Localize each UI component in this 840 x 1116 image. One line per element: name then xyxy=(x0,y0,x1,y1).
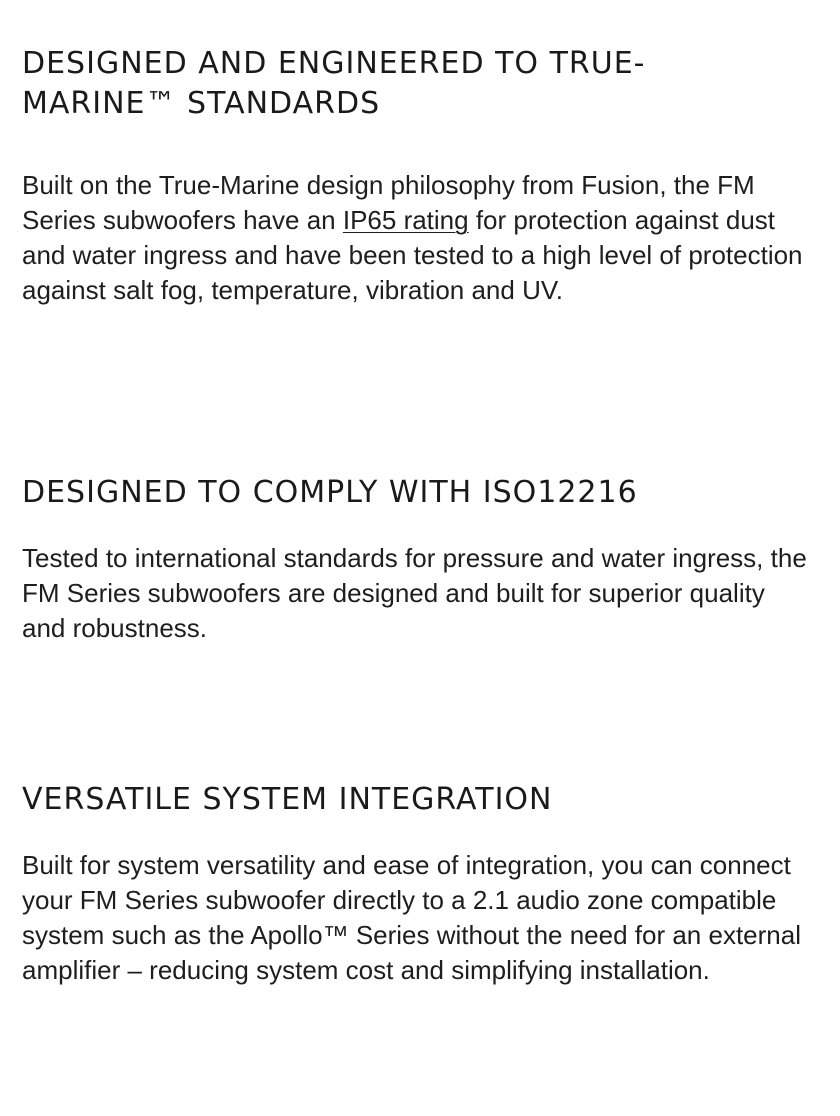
iso-compliance-section xyxy=(22,473,812,646)
iso-compliance-description: Tested to international standards for pressure and water ingress, the FM Series subwoofers are designed and built for superior quality and robustness. xyxy=(22,543,807,643)
ip65-rating-link[interactable]: IP65 rating xyxy=(342,205,469,235)
true-marine-heading-line2: MARINE™ STANDARDS xyxy=(22,86,381,121)
true-marine-heading xyxy=(22,44,812,124)
system-integration-heading: VERSATILE SYSTEM INTEGRATION xyxy=(22,782,553,817)
true-marine-description-start: Built on the True-Marine design philosophy from Fusion, the FM Series subwoofers have an xyxy=(22,170,755,235)
iso-compliance-heading: DESIGNED TO COMPLY WITH ISO12216 xyxy=(22,475,638,510)
true-marine-description xyxy=(22,168,812,308)
true-marine-heading-line1: DESIGNED AND ENGINEERED TO TRUE- xyxy=(22,46,646,81)
true-marine-description-end: for protection against dust and water ingress and have been tested to a high level of protection against salt fog, temperature, vibration and UV. xyxy=(22,205,803,305)
true-marine-section xyxy=(22,44,812,308)
system-integration-section xyxy=(22,780,812,988)
system-integration-description: Built for system versatility and ease of integration, you can connect your FM Series subwoofer directly to a 2.1 audio zone compatible system such as the Apollo™ Series without the need for an external amplifier – reducing system cost and simplifying installation. xyxy=(22,850,801,985)
